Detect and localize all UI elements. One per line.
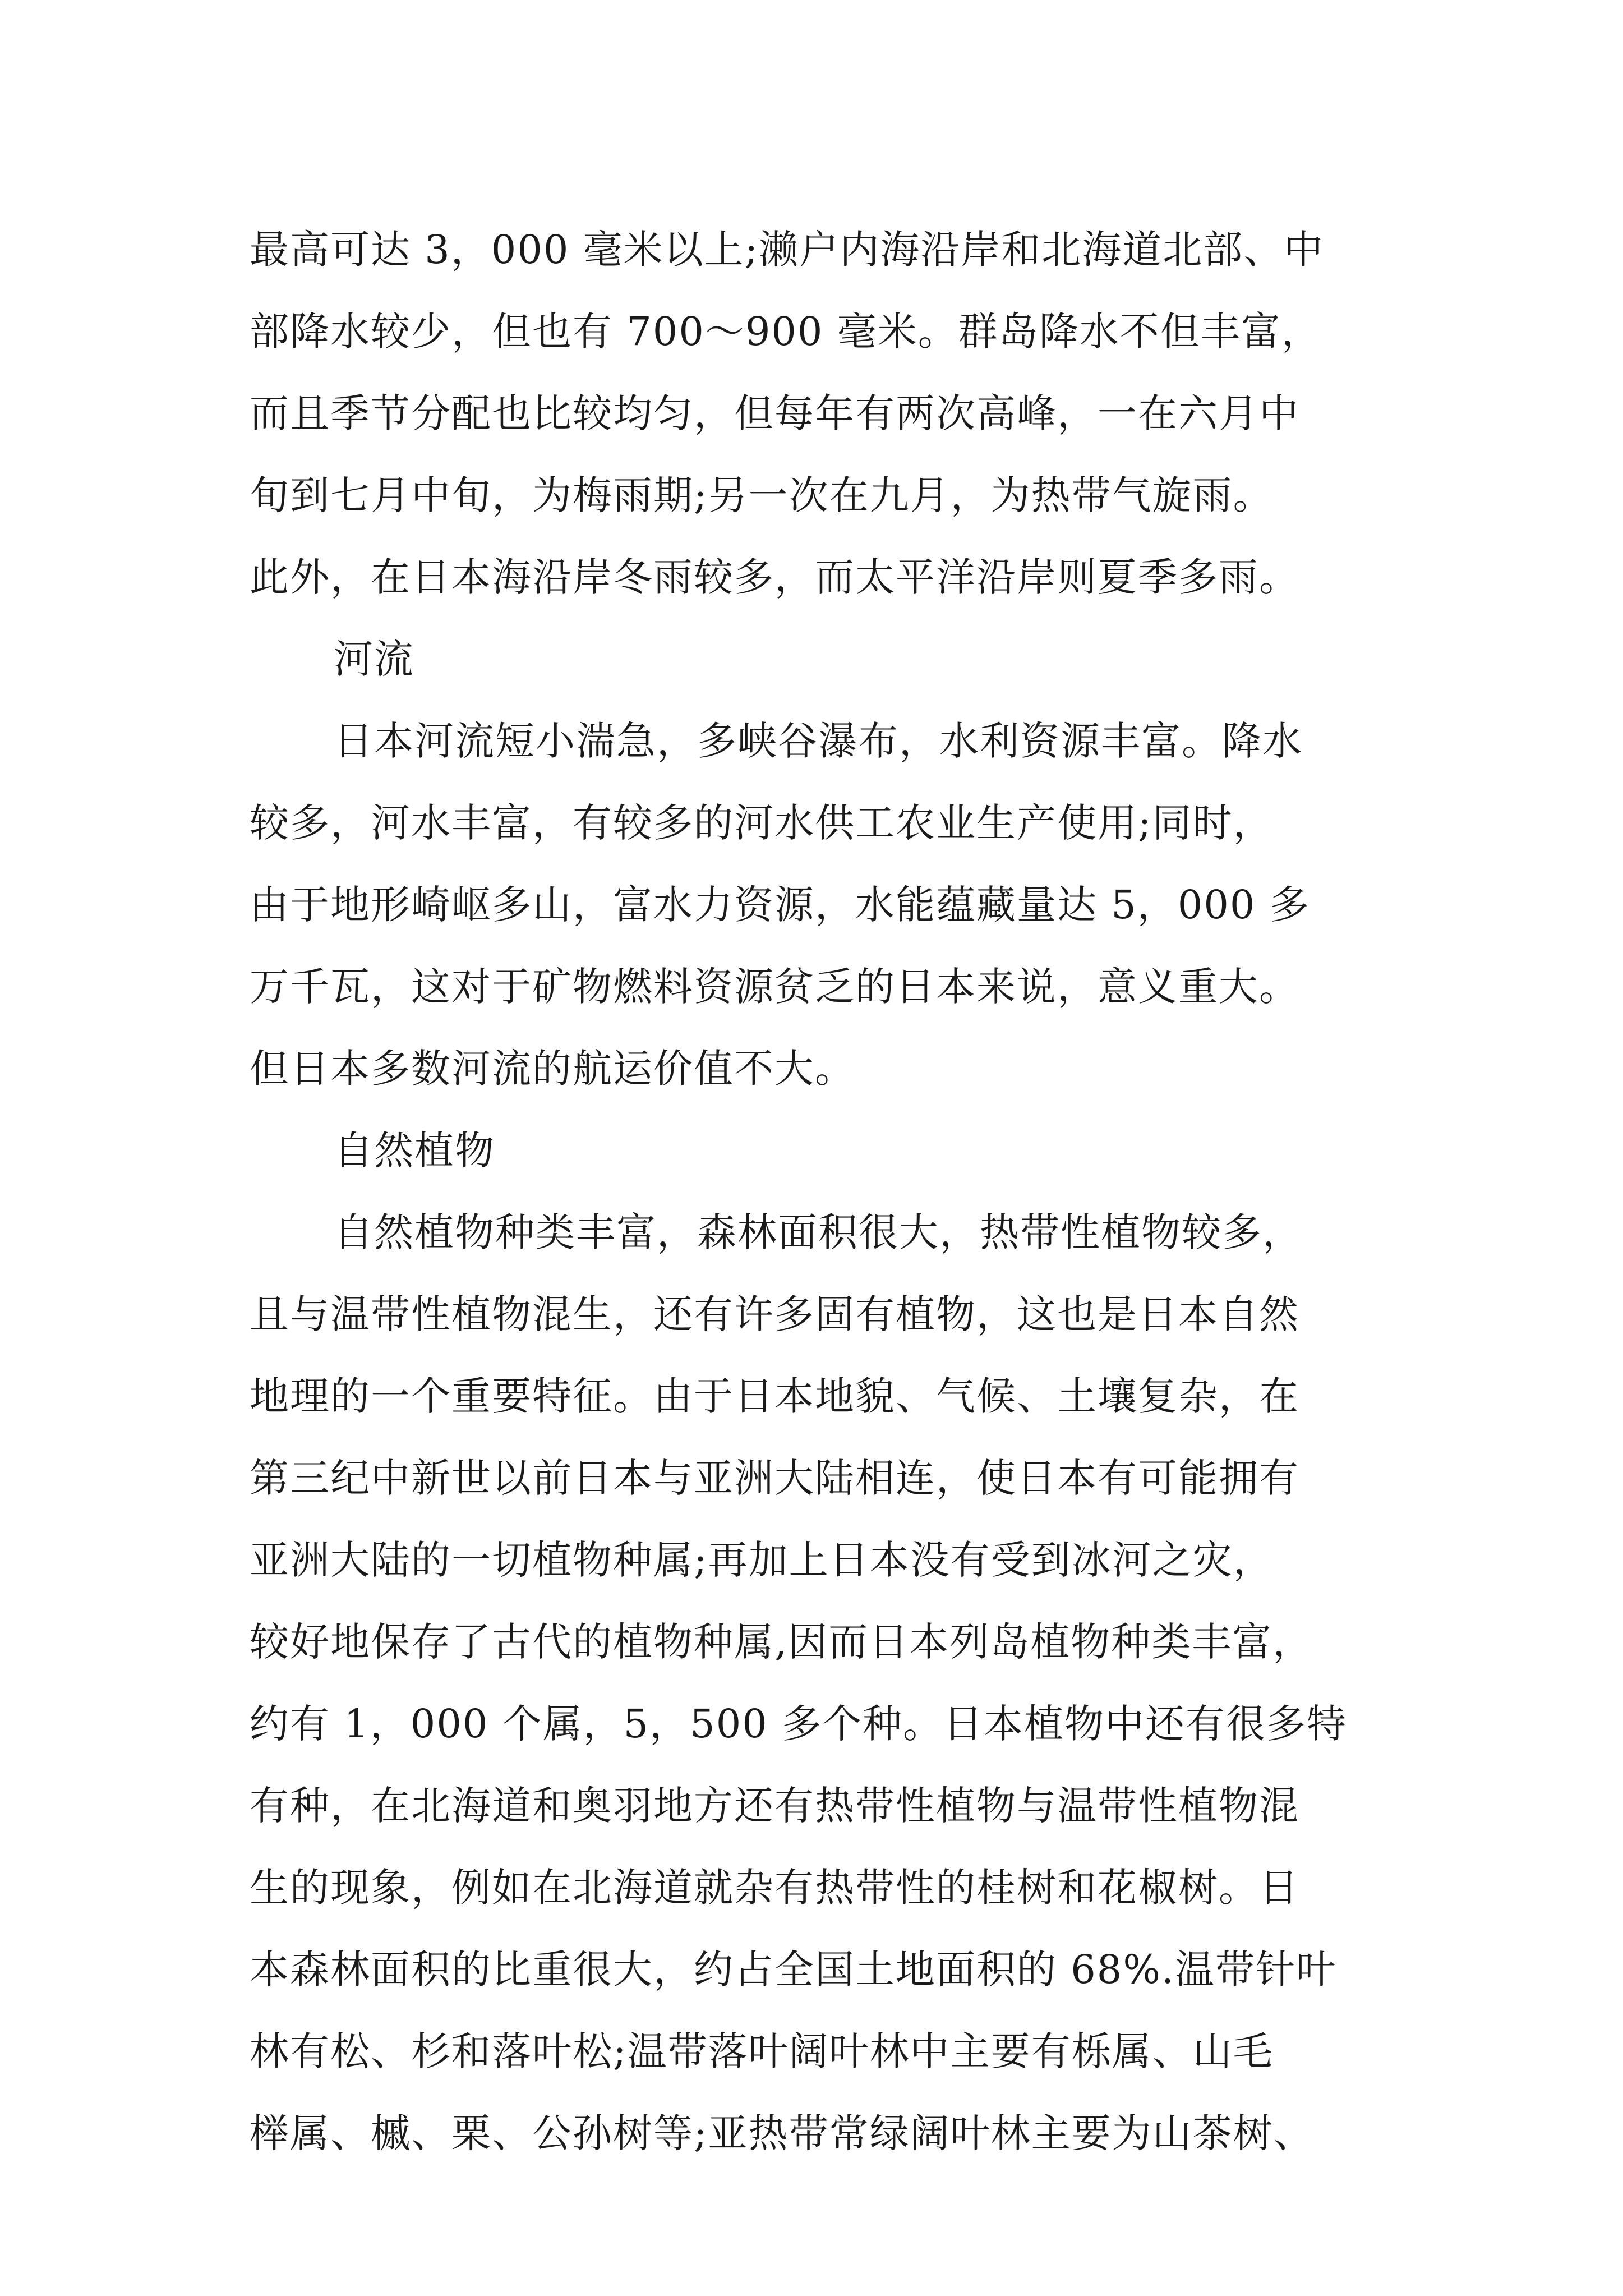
text-line: 较多，河水丰富，有较多的河水供工农业生产使用;同时， xyxy=(250,800,1274,846)
text-line: 万千瓦，这对于矿物燃料资源贫乏的日本来说，意义重大。 xyxy=(250,964,1299,1010)
text-line: 亚洲大陆的一切植物种属;再加上日本没有受到冰河之灾， xyxy=(250,1537,1274,1583)
paragraph-start-line: 河流 xyxy=(334,636,414,682)
text-line: 由于地形崎岖多山，富水力资源，水能蕴藏量达 5，000 多 xyxy=(250,882,1310,928)
text-line: 有种，在北海道和奥羽地方还有热带性植物与温带性植物混 xyxy=(250,1783,1299,1829)
text-line: 较好地保存了古代的植物种属,因而日本列岛植物种类丰富， xyxy=(250,1619,1313,1665)
text-line: 且与温带性植物混生，还有许多固有植物，这也是日本自然 xyxy=(250,1291,1299,1337)
text-line: 此外，在日本海沿岸冬雨较多，而太平洋沿岸则夏季多雨。 xyxy=(250,554,1299,600)
paragraph-start-line: 自然植物 xyxy=(334,1128,495,1174)
text-line: 生的现象，例如在北海道就杂有热带性的桂树和花椒树。日 xyxy=(250,1865,1299,1911)
text-line: 本森林面积的比重很大，约占全国土地面积的 68%.温带针叶 xyxy=(250,1947,1337,1993)
text-line: 而且季节分配也比较均匀，但每年有两次高峰，一在六月中 xyxy=(250,390,1299,436)
text-line: 旬到七月中旬，为梅雨期;另一次在九月，为热带气旋雨。 xyxy=(250,472,1274,518)
paragraph-start-line: 日本河流短小湍急，多峡谷瀑布，水利资源丰富。降水 xyxy=(334,718,1303,764)
text-line: 第三纪中新世以前日本与亚洲大陆相连，使日本有可能拥有 xyxy=(250,1455,1299,1501)
body-text xyxy=(250,209,1399,2174)
text-line: 约有 1，000 个属，5，500 多个种。日本植物中还有很多特 xyxy=(250,1701,1348,1747)
text-line: 榉属、槭、栗、公孙树等;亚热带常绿阔叶林主要为山茶树、 xyxy=(250,2110,1314,2156)
text-line: 林有松、杉和落叶松;温带落叶阔叶林中主要有栎属、山毛 xyxy=(250,2028,1274,2074)
text-line: 地理的一个重要特征。由于日本地貌、气候、土壤复杂，在 xyxy=(250,1373,1299,1419)
text-line: 但日本多数河流的航运价值不大。 xyxy=(250,1046,855,1092)
paragraph-start-line: 自然植物种类丰富，森林面积很大，热带性植物较多， xyxy=(334,1209,1303,1255)
text-line: 最高可达 3，000 毫米以上;濑户内海沿岸和北海道北部、中 xyxy=(250,227,1325,273)
text-line: 部降水较少，但也有 700～900 毫米。群岛降水不但丰富， xyxy=(250,309,1322,355)
